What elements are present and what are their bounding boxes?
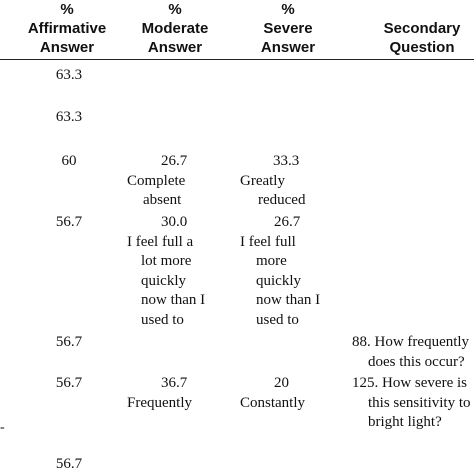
header-severe-line: Answer	[260, 39, 316, 56]
moderate-value: 30.0	[161, 214, 188, 230]
header-affirmative-line: Affirmative	[27, 20, 107, 37]
moderate-text-line: Frequently	[127, 394, 192, 411]
moderate-cell	[127, 213, 205, 330]
secondary-cell	[352, 374, 471, 433]
moderate-text-line: lot more	[141, 253, 192, 269]
header-moderate-line: Answer	[147, 39, 203, 56]
moderate-text-line: quickly	[141, 272, 186, 289]
header-secondary	[372, 19, 472, 57]
severe-text-line: used to	[256, 311, 299, 328]
affirmative-value: 63.3	[55, 67, 83, 83]
severe-text-line: reduced	[258, 192, 306, 208]
affirmative-value: 56.7	[55, 334, 83, 350]
header-moderate-line: %	[168, 1, 182, 18]
severe-value: 26.7	[274, 214, 301, 230]
header-severe-line: %	[281, 1, 295, 18]
moderate-text-line: Complete	[127, 172, 186, 189]
header-affirmative-line: %	[60, 1, 74, 18]
severe-text-line: Constantly	[240, 394, 306, 411]
severe-text-line: now than I	[256, 292, 321, 308]
affirmative-value: 56.7	[55, 214, 83, 230]
header-secondary-line: Question	[389, 39, 455, 56]
severe-text-line: Greatly	[240, 172, 285, 189]
header-affirmative	[22, 0, 112, 57]
severe-value: 33.3	[273, 153, 300, 169]
affirmative-value: 56.7	[55, 375, 83, 391]
moderate-value: 36.7	[161, 375, 188, 391]
severe-text-line: more	[256, 253, 287, 269]
header-severe	[243, 0, 333, 57]
affirmative-value: 56.7	[55, 456, 83, 472]
secondary-text-line: 125. How severe is	[352, 375, 467, 391]
affirmative-value: 60	[61, 153, 77, 169]
secondary-text-line: bright light?	[368, 414, 442, 430]
moderate-text-line: now than I	[141, 292, 206, 308]
severe-cell	[240, 152, 305, 211]
header-secondary-line: Secondary	[383, 20, 461, 37]
severe-text-line: I feel full	[240, 233, 296, 250]
moderate-text-line: I feel full a	[127, 233, 194, 250]
secondary-text-line: this sensitivity to	[368, 394, 471, 411]
header-affirmative-line: Answer	[39, 39, 95, 56]
moderate-cell	[127, 374, 192, 413]
severe-text-line: quickly	[256, 272, 301, 289]
secondary-text-line: 88. How frequently	[352, 334, 470, 350]
moderate-value: 26.7	[161, 153, 188, 169]
moderate-text-line: absent	[143, 192, 182, 208]
affirmative-value: 63.3	[55, 109, 83, 125]
moderate-text-line: used to	[141, 311, 184, 328]
header-moderate-line: Moderate	[141, 20, 209, 37]
left-edge-mark: -	[0, 420, 5, 435]
secondary-cell	[352, 333, 469, 372]
header-rule	[0, 59, 474, 60]
severe-cell	[240, 213, 320, 330]
header-severe-line: Severe	[263, 20, 313, 37]
header-moderate	[130, 0, 220, 57]
moderate-cell	[127, 152, 187, 211]
severe-cell	[240, 374, 305, 413]
secondary-text-line: does this occur?	[368, 353, 465, 370]
severe-value: 20	[274, 375, 289, 391]
